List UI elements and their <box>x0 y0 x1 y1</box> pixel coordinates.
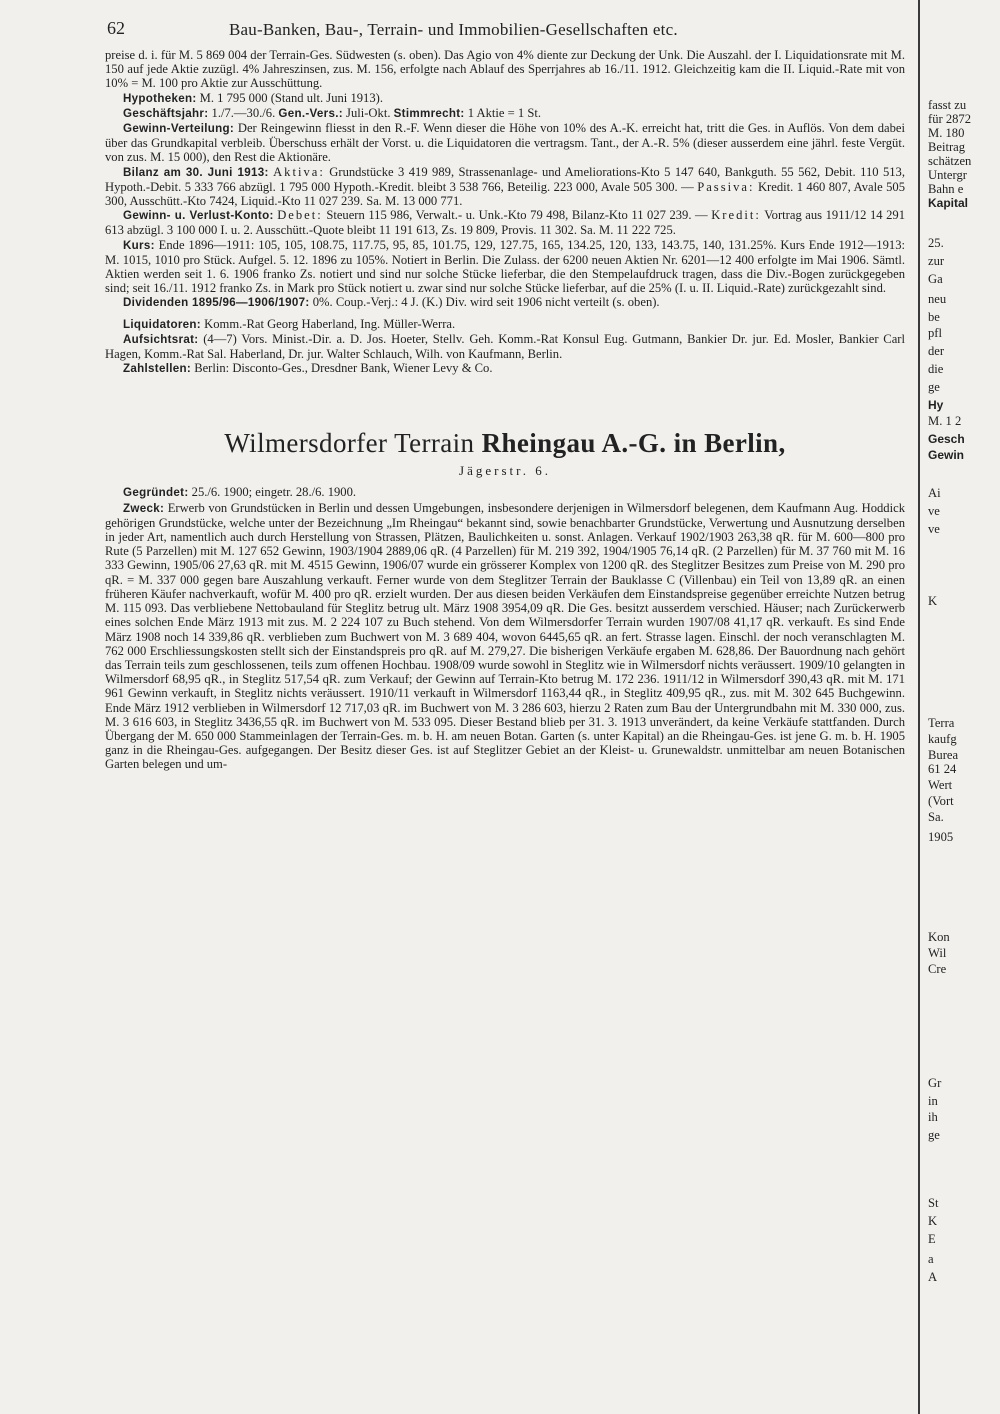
adjacent-page-fragment: Hy <box>928 398 944 412</box>
page-header <box>105 18 905 48</box>
adjacent-page-fragment: zur <box>928 254 945 268</box>
adjacent-page-fragment: (Vort <box>928 794 954 808</box>
label-kredit: Kredit: <box>711 208 761 223</box>
adjacent-page-fragment: Wert <box>928 778 953 792</box>
adjacent-page-fragment: ve <box>928 522 940 536</box>
running-title: Bau-Banken, Bau-, Terrain- und Immobilien-Gesellschaften etc. <box>229 20 678 39</box>
adjacent-page-fragment: ge <box>928 380 940 394</box>
adjacent-page-fragment: Ga <box>928 272 943 286</box>
adjacent-page-fragment: Kon <box>928 930 950 944</box>
label-dividenden: Dividenden 1895/96—1906/1907: <box>123 296 310 310</box>
adjacent-page-fragment: ve <box>928 504 940 518</box>
adjacent-page-fragment: für 2872 <box>928 112 972 126</box>
adjacent-page-fragment: schätzen <box>928 154 972 168</box>
paragraph-zweck: Zweck: Erwerb von Grundstücken in Berlin und dessen Umgebungen, insbesondere derjenigen in Wilmersdorf belegenen, dem Kaufmann Aug. Hoddick gehörigen Grundstücke, welche unter der Bezeichnung „Im Rheingau“ bekannt sind, sowie benachbarter Grundstücke, Verwertung und Ausnutzung derselben in jeder Art, namentlich auch durch Herstellung von Strassen, Plätzen, Baulichkeiten u. sonst. Anlagen. Verkauf 1902/1903 263,38 qR. für M. 600—800 pro Rute (5 Parzellen) mit M. 127 652 Gewinn, 1903/1904 2889,06 qR. (4 Parzellen) für M. 219 392, 1904/1905 76,14 qR. (2 Parzellen) für M. 37 760 mit M. 16 333 Gewinn, 1905/06 27,63 qR. mit M. 4515 Gewinn, 1906/07 wurde ein grösserer Komplex von 1200 qR. des Steglitzer Besitzes zum Preise von M. 290 pro qR. = M. 337 000 gegen bare Auszahlung verkauft. Ferner wurde von dem Steglitzer Terrain der Bauklasse C (Villenbau) ein Teil von 13,89 qR. an einen früheren Käufer nachverkauft, wofür M. 400 pro qR. erzielt wurden. Der aus diesen beiden Verkäufen dem Einstandspreise gegenüber erreichte Nutzen betrug M. 115 093. Das verbliebene Nettobauland für Steglitz betrug ult. März 1908 3954,09 qR. Die Ges. besitzt ausserdem verschied. Häuser; nach Zurückerwerb eines solchen Ende März 1913 mit zus. M. 2 224 107 zu Buch stehend. Von dem Wilmersdorfer Terrain wurden 1907/08 41,17 qR. verkauft. Es sind Ende März 1908 noch 14 339,86 qR. verblieben zum Buchwert von M. 3 689 404, wovon 6445,65 qR. an fert. Strasse lagen. Einschl. der noch veranschlagten M. 762 000 Erschliessungskosten stellt sich der Einstandspreis pro qR. auf M. 279,27. Die bisherigen Verkäufe ergaben M. 628,86. Der Bauordnung nach gehört das Terrain teils zum geschlossenen, teils zum offenen Hochbau. 1908/09 wurde sowohl in Steglitz wie in Wilmersdorf nichts veräussert. 1909/10 gelangten in Wilmersdorf 68,95 qR., in Steglitz 517,54 qR. zum Verkauf; der Gewinn auf Terrain-Kto betrug M. 172 236. 1911/12 in Wilmersdorf 390,43 qR. mit M. 171 961 Gewinn verkauft, in Steglitz nichts veräussert. 1910/11 verkauft in Wilmersdorf 1163,44 qR., in Steglitz 409,95 qR., zus. mit M. 302 645 Buchgewinn. Ende März 1912 verblieben in Wilmersdorf 12 717,03 qR. im Buchwert von M. 3 286 603, hierzu 2 Raten zum Bau der Untergrundbahn mit M. 330 000, zus. M. 3 616 603, in Steglitz 3436,55 qR. im Buchwert von M. 533 095. Dieser Bestand blieb per 31. 3. 1913 unverändert, da keine Verkäufe stattfanden. Durch Übergang der M. 650 000 Stammeinlagen der Terrain-Ges. m. b. H. am neuen Botan. Garten (s. unter Kapital) an die Rheingau-Ges. ist jene G. m. b. H. 1905 ganz in die Rheingau-Ges. aufgegangen. Der Besitz dieser Ges. ist auf Steglitzer Gebiet an der Kleist- u. Grunewaldstr. unmittelbar am neuen Botanischen Garten belegen und um- <box>105 500 905 772</box>
paragraph-hypotheken: Hypotheken: M. 1 795 000 (Stand ult. Juni 1913). <box>123 90 383 105</box>
adjacent-page-fragment: a <box>928 1252 934 1266</box>
paragraph-aufsichtsrat: Aufsichtsrat: (4—7) Vors. Minist.-Dir. a. D. Jos. Hoeter, Stellv. Geh. Komm.-Rat Konsul Eug. Gutmann, Bankier Dr. jur. Ed. Mosler, Bankier Carl Hagen, Komm.-Rat Sal. Haberland, Dr. jur. Walter Schlauch, Wilh. von Kaufmann, Berlin. <box>105 331 905 362</box>
adjacent-page-fragment: der <box>928 344 945 358</box>
adjacent-page-fragment: K <box>928 1214 938 1228</box>
adjacent-page-fragment: St <box>928 1196 939 1210</box>
adjacent-page-fragment: Gesch <box>928 432 965 446</box>
adjacent-page-fragment: Beitrag <box>928 140 966 154</box>
adjacent-page-fragment: die <box>928 362 944 376</box>
adjacent-page-fragment: pfl <box>928 326 942 340</box>
paragraph-dividenden: Dividenden 1895/96—1906/1907: 0%. Coup.-Verj.: 4 J. (K.) Div. wird seit 1906 nicht verteilt (s. oben). <box>123 295 660 310</box>
paragraph-gewinn-verteilung: Gewinn-Verteilung: Der Reingewinn fliesst in den R.-F. Wenn dieser die Höhe von 10% des A.-K. erreicht hat, tritt die Ges. in Auflös. Von dem dabei über das Grundkapital verbleib. Überschuss erhält der Vorst. u. die Liquidatoren die vertragsm. Tant., der A.-R. 5% (dieser ausserdem eine jährl. feste Vergüt. von zus. M. 15 000), den Rest die Aktionäre. <box>105 121 905 165</box>
adjacent-page-fragment: Cre <box>928 962 947 976</box>
paragraph-intro: preise d. i. für M. 5 869 004 der Terrain-Ges. Südwesten (s. oben). Das Agio von 4% diente zur Deckung der Unk. Die Auszahl. der I. Liquidationsrate mit M. 150 auf jede Aktie zuzügl. 4% Jahreszinsen, zus. M. 156, erfolgte nach Ablauf des Sperrjahres ab 16./11. 1912. Gleichzeitig kam die II. Liquid.-Rate mit von 10% = M. 100 pro Aktie zur Ausschüttung. <box>105 48 905 91</box>
paragraph-bilanz: Bilanz am 30. Juni 1913: Aktiva: Grundstücke 3 419 989, Strassenanlage- und Ameliorations-Kto 5 147 640, Bankguth. 55 562, Debit. 110 513, Hypoth.-Debit. 5 333 766 abzügl. 1 795 000 Hypoth.-Kredit. bleibt 3 538 766, Beteilig. 223 000, Avale 505 300. — Passiva: Kredit. 1 460 807, Avale 505 300, Ausschütt.-Kto 7424, Liquid.-Kto 11 027 239. Sa. M. 13 000 771. <box>105 164 906 209</box>
adjacent-page-fragment: Bahn e <box>928 182 964 196</box>
paragraph-kurs: Kurs: Ende 1896—1911: 105, 105, 108.75, 117.75, 95, 85, 101.75, 129, 127.75, 165, 134.25, 120, 133, 143.75, 140, 131.25%. Kurs Ende 1912—1913: M. 1015, 1010 pro Stück. Aufgel. 5. 12. 1896 zu 105%. Notiert in Berlin. Die Zulass. der 6200 neuen Aktien Nr. 6201—12 400 erfolgte im Mai 1906. Sämtl. Aktien werden seit 1. 6. 1906 franko Zs. notiert und sind nur solche Stücke lieferbar, die den Stempelaufdruck tragen, dass die Div.-Bogen zurückgegeben sind; seit 16./11. 1912 franko Zs. in Mark pro Stück notiert u. zwar sind nur solche Stücke lieferbar, auf die 25% (I. u. II. Liquid.-Rate) zurückgezahlt sind. <box>105 237 905 296</box>
adjacent-page-fragment: Wil <box>928 946 947 960</box>
label-passiva: Passiva: <box>697 179 755 194</box>
main-column <box>105 18 905 772</box>
page-number: 62 <box>107 18 125 38</box>
adjacent-page-fragment: K <box>928 594 938 608</box>
company-title-bold: Rheingau A.-G. in Berlin, <box>481 428 786 459</box>
adjacent-page-fragment: Sa. <box>928 810 944 824</box>
adjacent-page-fragment: neu <box>928 292 947 306</box>
adjacent-page-fragment: Gr <box>928 1076 942 1090</box>
adjacent-page-fragment: Untergr <box>928 168 967 182</box>
label-stimmrecht: Stimmrecht: <box>393 106 465 120</box>
label-bilanz: Bilanz am 30. Juni 1913: <box>123 165 269 179</box>
adjacent-page-fragment: Burea <box>928 748 959 762</box>
paragraph-geschaeftsjahr: Geschäftsjahr: 1./7.—30./6. Gen.-Vers.: Juli-Okt. Stimmrecht: 1 Aktie = 1 St. <box>123 105 541 120</box>
adjacent-page-fragment: Kapital <box>928 196 969 210</box>
company-title <box>105 428 905 459</box>
paragraph-liquidatoren: Liquidatoren: Komm.-Rat Georg Haberland, Ing. Müller-Werra. <box>123 316 456 331</box>
adjacent-page-fragment: Ai <box>928 486 941 500</box>
label-gegruendet: Gegründet: <box>123 486 189 500</box>
label-gewinn-verteilung: Gewinn-Verteilung: <box>123 122 235 136</box>
adjacent-page-fragment: Terra <box>928 716 955 730</box>
adjacent-page-fragment: fasst zu <box>928 98 967 112</box>
label-debet: Debet: <box>277 208 323 223</box>
paragraph-guv: Gewinn- u. Verlust-Konto: Debet: Steuern 115 986, Verwalt.- u. Unk.-Kto 79 498, Bilanz-Kto 11 027 239. — Kredit: Vortrag aus 1911/12 14 291 613 abzügl. 3 100 000 I. u. 2. Ausschütt.-Quote bleibt 11 191 613, Zs. 19 809, Provis. 11 302. Sa. M. 11 222 725. <box>105 208 905 238</box>
label-zahlstellen: Zahlstellen: <box>123 362 192 376</box>
label-hypotheken: Hypotheken: <box>123 91 197 105</box>
adjacent-page-fragment: kaufg <box>928 732 957 746</box>
label-genvers: Gen.-Vers.: <box>278 106 343 120</box>
label-aktiva: Aktiva: <box>273 164 325 179</box>
adjacent-page-fragment: 25. <box>928 236 944 250</box>
section-company-entry <box>105 485 905 771</box>
company-address: Jägerstr. 6. <box>459 463 551 479</box>
adjacent-page-fragment: ge <box>928 1128 940 1142</box>
label-kurs: Kurs: <box>123 238 155 252</box>
adjacent-page-column <box>912 0 1000 1414</box>
adjacent-page-fragment: 1905 <box>928 830 954 844</box>
label-liquidatoren: Liquidatoren: <box>123 317 201 331</box>
paragraph-zahlstellen: Zahlstellen: Berlin: Disconto-Ges., Dresdner Bank, Wiener Levy & Co. <box>123 361 493 376</box>
adjacent-page-fragment: in <box>928 1094 938 1108</box>
adjacent-page-fragment: ih <box>928 1110 938 1124</box>
adjacent-page-fragment: 61 24 <box>928 762 957 776</box>
adjacent-page-fragment: E <box>928 1232 936 1246</box>
adjacent-page-fragment: Gewin <box>928 448 965 462</box>
label-guv: Gewinn- u. Verlust-Konto: <box>123 209 274 223</box>
adjacent-page-fragment: be <box>928 310 940 324</box>
label-geschaeftsjahr: Geschäftsjahr: <box>123 106 209 120</box>
paragraph-gegruendet: Gegründet: 25./6. 1900; eingetr. 28./6. 1900. <box>123 485 357 500</box>
adjacent-page-fragment: A <box>928 1270 938 1284</box>
adjacent-page-fragment: M. 180 <box>928 126 965 140</box>
adjacent-page-fragment: M. 1 2 <box>928 414 962 428</box>
company-title-prefix: Wilmersdorfer Terrain <box>224 428 482 459</box>
label-aufsichtsrat: Aufsichtsrat: <box>123 332 199 346</box>
section-liquidation-entry <box>105 48 905 376</box>
label-zweck: Zweck: <box>123 501 165 515</box>
page-gutter-edge <box>918 0 920 1414</box>
